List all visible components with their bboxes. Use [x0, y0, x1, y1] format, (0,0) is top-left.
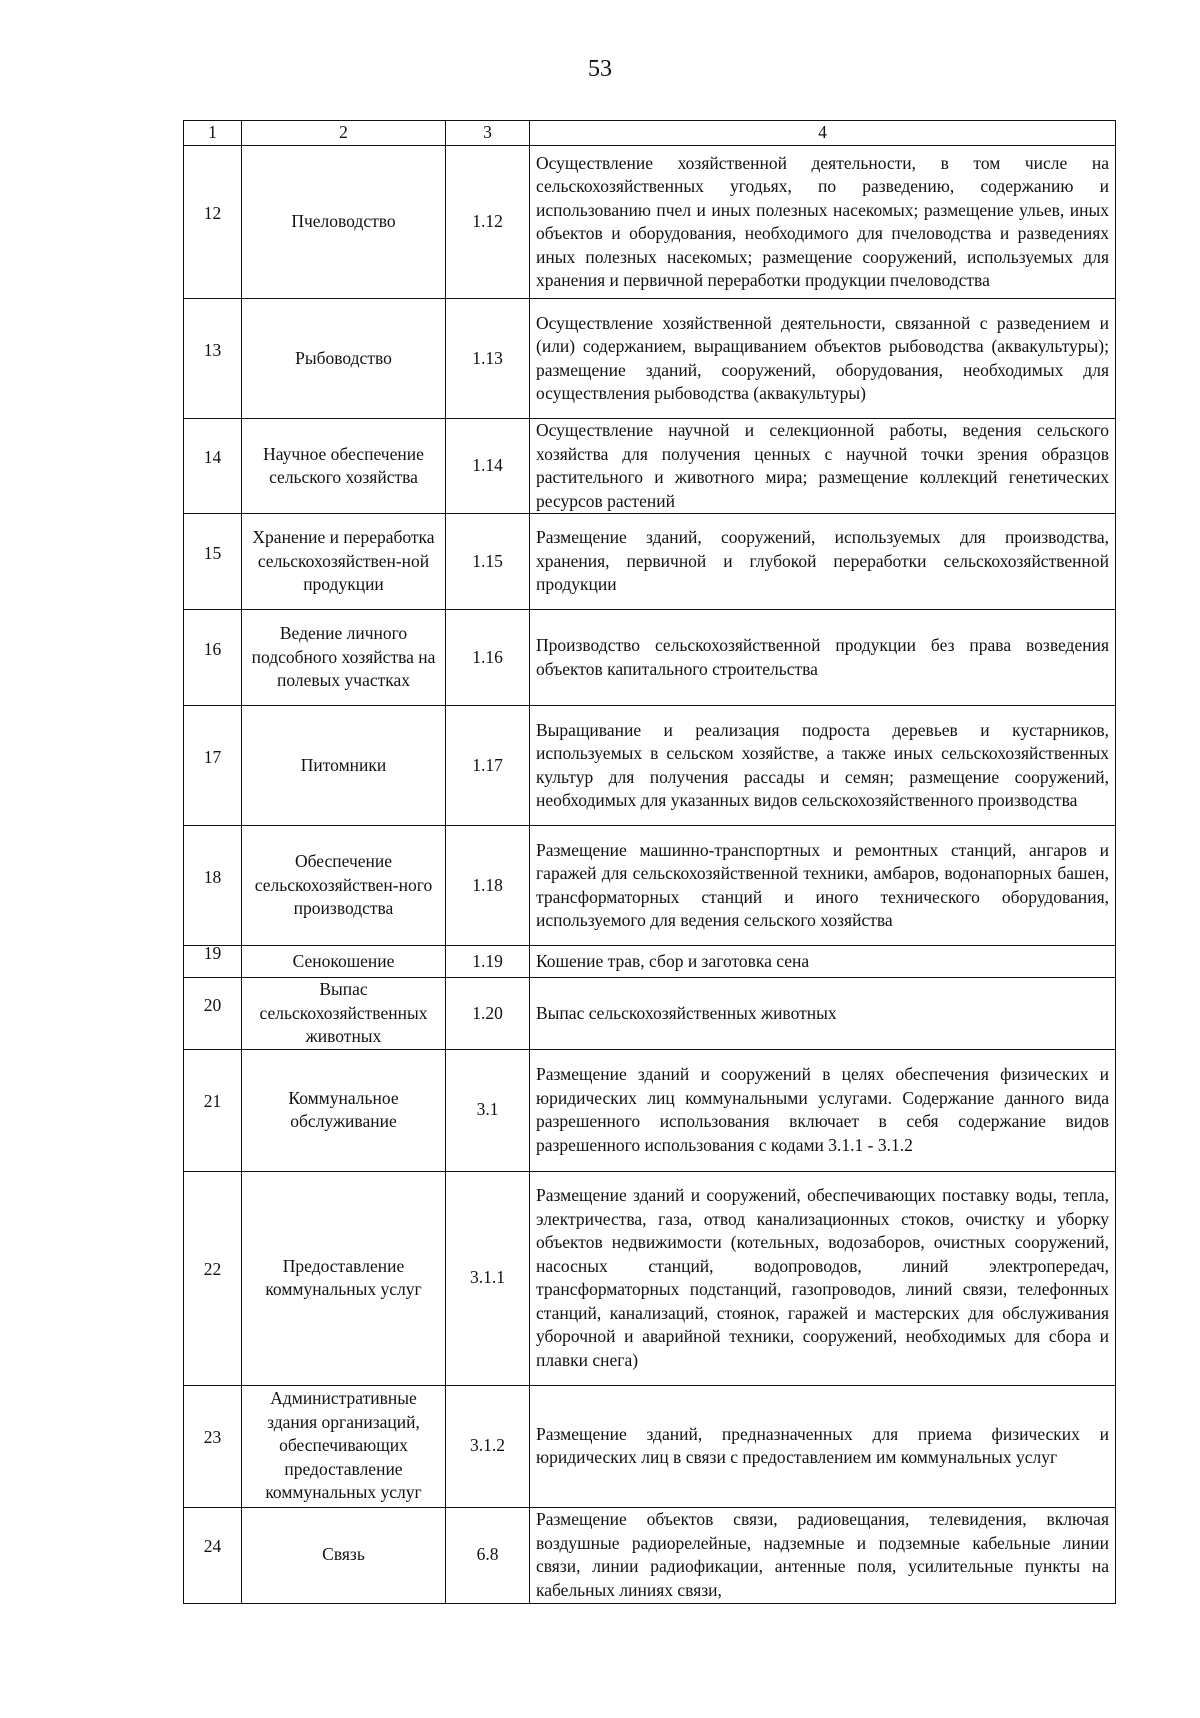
- land-use-code: 1.16: [446, 610, 530, 706]
- land-use-name: Питомники: [242, 706, 446, 826]
- land-use-name: Выпас сельскохозяйственных животных: [242, 978, 446, 1050]
- column-header-name: 2: [242, 121, 446, 146]
- land-use-table: [183, 120, 1116, 1604]
- table-row: [184, 514, 1116, 610]
- land-use-name: Обеспечение сельскохозяйствен-ного производства: [242, 826, 446, 946]
- table-row: [184, 826, 1116, 946]
- row-number: 17: [203, 746, 222, 767]
- land-use-code: 1.15: [446, 514, 530, 610]
- land-use-description: Выпас сельскохозяйственных животных: [530, 978, 1116, 1050]
- table-row: [184, 610, 1116, 706]
- land-use-code: 3.1: [446, 1049, 530, 1171]
- land-use-code: 3.1.1: [446, 1171, 530, 1385]
- table-row: [184, 419, 1116, 514]
- row-number: 21: [203, 1091, 222, 1112]
- land-use-description: Размещение зданий, сооружений, используемых для производства, хранения, первичной и глубокой переработки сельскохозяйственной продукции: [530, 514, 1116, 610]
- land-use-code: 1.18: [446, 826, 530, 946]
- row-number: 23: [203, 1427, 222, 1448]
- row-number: 13: [203, 339, 222, 360]
- land-use-code: 1.14: [446, 419, 530, 514]
- land-use-description: Размещение машинно-транспортных и ремонтных станций, ангаров и гаражей для сельскохозяйственной техники, амбаров, водонапорных башен, трансформаторных станций и иного технического оборудования, используемого для ведения сельского хозяйства: [530, 826, 1116, 946]
- land-use-description: Размещение зданий и сооружений в целях обеспечения физических и юридических лиц коммунальными услугами. Содержание данного вида разрешенного использования включает в себя содержание видов разрешенного использования с кодами 3.1.1 - 3.1.2: [530, 1049, 1116, 1171]
- row-number: 24: [203, 1536, 222, 1557]
- table-row: [184, 1385, 1116, 1507]
- column-header-description: 4: [530, 121, 1116, 146]
- land-use-name: Коммунальное обслуживание: [242, 1049, 446, 1171]
- land-use-code: 1.12: [446, 146, 530, 299]
- land-use-description: Размещение зданий и сооружений, обеспечивающих поставку воды, тепла, электричества, газа, отвод канализационных стоков, очистку и уборку объектов недвижимости (котельных, водозаборов, очистных сооружений, насосных станций, водопроводов, линий электропередач, трансформаторных подстанций, газопроводов, линий связи, телефонных станций, канализаций, стоянок, гаражей и мастерских для обслуживания уборочной и аварийной техники, сооружений, необходимых для сбора и плавки снега): [530, 1171, 1116, 1385]
- land-use-name: Рыбоводство: [242, 299, 446, 419]
- row-number: 20: [203, 994, 222, 1015]
- land-use-code: 1.20: [446, 978, 530, 1050]
- table-row: [184, 1507, 1116, 1603]
- land-use-code: 1.13: [446, 299, 530, 419]
- land-use-name: Административные здания организаций, обеспечивающих предоставление коммунальных услуг: [242, 1385, 446, 1507]
- land-use-description: Размещение зданий, предназначенных для приема физических и юридических лиц в связи с предоставлением им коммунальных услуг: [530, 1385, 1116, 1507]
- land-use-code: 1.19: [446, 946, 530, 978]
- table-row: [184, 1049, 1116, 1171]
- land-use-description: Производство сельскохозяйственной продукции без права возведения объектов капитального строительства: [530, 610, 1116, 706]
- table-row: [184, 1171, 1116, 1385]
- land-use-name: Предоставление коммунальных услуг: [242, 1171, 446, 1385]
- land-use-description: Выращивание и реализация подроста деревьев и кустарников, используемых в сельском хозяйстве, а также иных сельскохозяйственных культур для получения рассады и семян; размещение сооружений, необходимых для указанных видов сельскохозяйственного производства: [530, 706, 1116, 826]
- table-row: [184, 146, 1116, 299]
- table-row: [184, 946, 1116, 978]
- land-use-name: Пчеловодство: [242, 146, 446, 299]
- land-use-name: Сенокошение: [242, 946, 446, 978]
- land-use-description: Осуществление хозяйственной деятельности, в том числе на сельскохозяйственных угодьях, по разведению, содержанию и использованию пчел и иных полезных насекомых; размещение ульев, иных объектов и оборудования, необходимого для пчеловодства и разведениях иных полезных насекомых; размещение сооружений, используемых для хранения и первичной переработки продукции пчеловодства: [530, 146, 1116, 299]
- land-use-description: Размещение объектов связи, радиовещания, телевидения, включая воздушные радиорелейные, надземные и подземные кабельные линии связи, линии радиофикации, антенные поля, усилительные пункты на кабельных линиях связи,: [530, 1507, 1116, 1603]
- land-use-description: Осуществление хозяйственной деятельности, связанной с разведением и (или) содержанием, выращиванием объектов рыбоводства (аквакультуры); размещение зданий, сооружений, оборудования, необходимых для осуществления рыбоводства (аквакультуры): [530, 299, 1116, 419]
- row-number: 15: [203, 542, 222, 563]
- column-header-number: 1: [184, 121, 242, 146]
- column-header-code: 3: [446, 121, 530, 146]
- row-number: 22: [203, 1259, 222, 1280]
- land-use-code: 3.1.2: [446, 1385, 530, 1507]
- land-use-description: Кошение трав, сбор и заготовка сена: [530, 946, 1116, 978]
- land-use-name: Ведение личного подсобного хозяйства на полевых участках: [242, 610, 446, 706]
- row-number: 14: [203, 447, 222, 468]
- row-number: 18: [203, 866, 222, 887]
- land-use-code: 6.8: [446, 1507, 530, 1603]
- row-number: 19: [203, 942, 222, 963]
- land-use-name: Хранение и переработка сельскохозяйствен-ной продукции: [242, 514, 446, 610]
- land-use-name: Научное обеспечение сельского хозяйства: [242, 419, 446, 514]
- table-row: [184, 978, 1116, 1050]
- row-number: 16: [203, 638, 222, 659]
- table-row: [184, 299, 1116, 419]
- page-number: 53: [588, 56, 612, 82]
- land-use-name: Связь: [242, 1507, 446, 1603]
- row-number: 12: [203, 203, 222, 224]
- land-use-description: Осуществление научной и селекционной работы, ведения сельского хозяйства для получения ценных с научной точки зрения образцов растительного и животного мира; размещение коллекций генетических ресурсов растений: [530, 419, 1116, 514]
- land-use-code: 1.17: [446, 706, 530, 826]
- table-row: [184, 706, 1116, 826]
- table-header-row: [184, 121, 1116, 146]
